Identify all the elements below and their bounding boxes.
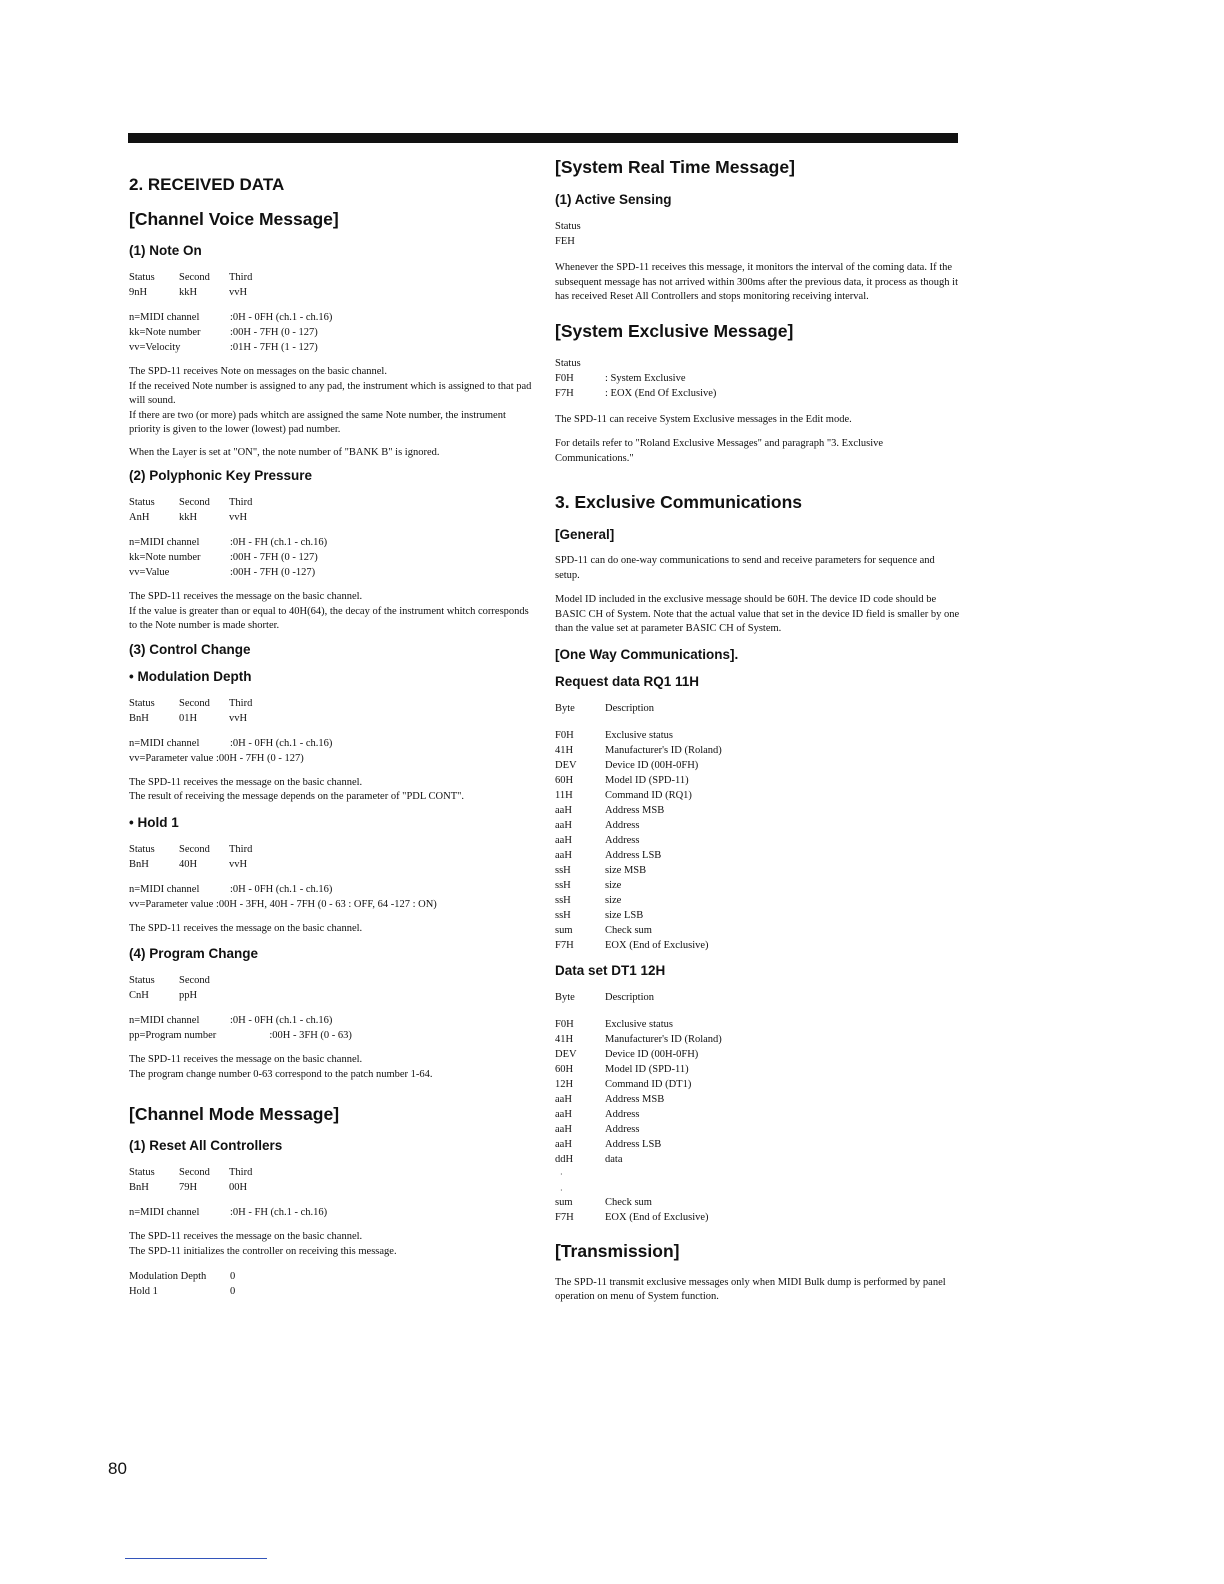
- note-on-title: (1) Note On: [129, 243, 202, 258]
- reset-p2: The SPD-11 initializes the controller on receiving this message.: [129, 1245, 397, 1257]
- general-p1: SPD-11 can do one-way communications to send and receive parameters for sequence and setup.: [555, 555, 935, 581]
- table-row: F7H EOX (End of Exclusive): [555, 939, 709, 951]
- table-row: aaH Address LSB: [555, 849, 662, 861]
- rq1-title: Request data RQ1 11H: [555, 673, 700, 689]
- general-title: [General]: [555, 527, 615, 542]
- reset-settings: Modulation Depth 0 Hold 1 0: [129, 1271, 236, 1297]
- table-row: ssH size: [555, 879, 622, 891]
- poly-p1: The SPD-11 receives the message on the basic channel.: [129, 591, 363, 602]
- left-column: [129, 150, 534, 1299]
- note-on-p3: If there are two (or more) pads whitch are assigned the same Note number, the instrument priority is given to the lower (lowest) pad number.: [129, 409, 506, 435]
- table-row: F7H EOX (End of Exclusive): [555, 1211, 709, 1223]
- sysex-status: Status F0H : System Exclusive F7H : EOX (End Of Exclusive): [555, 357, 717, 399]
- reset-p1: The SPD-11 receives the message on the basic channel.: [129, 1231, 363, 1242]
- dt1-table: Byte Description F0H Exclusive status 41H Manufacturer's ID (Roland) DEV Device ID (00H-0FH) 60H Model ID (SPD-11) 12H Command ID (DT1) aaH Address MSB aaH Address aaH Address aaH Address LSB ddH data · · sum Check sum F7H EOX (End of Exclusive): [555, 990, 960, 1225]
- table-row: aaH Address LSB: [555, 1138, 662, 1150]
- table-row: 41H Manufacturer's ID (Roland): [555, 1033, 722, 1045]
- pc-params: n=MIDI channel :0H - 0FH (ch.1 - ch.16) pp=Program number :00H - 3FH (0 - 63): [129, 1015, 352, 1041]
- pc-title: (4) Program Change: [129, 946, 259, 961]
- pc-p2: The program change number 0-63 correspond to the patch number 1-64.: [129, 1068, 433, 1080]
- pc-p1: The SPD-11 receives the message on the basic channel.: [129, 1054, 363, 1065]
- table-row: sum Check sum: [555, 924, 652, 936]
- top-rule: [128, 133, 958, 143]
- hold-table: Status Second Third BnH 40H vvH: [129, 843, 253, 870]
- note-on-p4: When the Layer is set at "ON", the note number of "BANK B" is ignored.: [129, 446, 440, 458]
- bottom-line: [125, 1558, 267, 1559]
- table-row: ddH data: [555, 1153, 623, 1165]
- active-sensing-status: Status FEH: [555, 221, 581, 247]
- one-way-title: [One Way Communications].: [555, 646, 739, 662]
- table-row: aaH Address MSB: [555, 1093, 665, 1105]
- table-row: 60H Model ID (SPD-11): [555, 1063, 689, 1075]
- table-row: 60H Model ID (SPD-11): [555, 774, 689, 786]
- table-row: 41H Manufacturer's ID (Roland): [555, 744, 722, 756]
- table-row: F0H Exclusive status: [555, 729, 673, 741]
- hold-p1: The SPD-11 receives the message on the basic channel.: [129, 922, 363, 934]
- table-row: DEV Device ID (00H-0FH): [555, 759, 699, 771]
- table-row: sum Check sum: [555, 1196, 652, 1208]
- general-p2: Model ID included in the exclusive message should be 60H. The device ID code should be BASIC CH of System. Note that the actual value that set in the device ID field is smaller by one than the value set at parameter BASIC CH of System.: [555, 594, 960, 634]
- table-row: 12H Command ID (DT1): [555, 1078, 692, 1090]
- cc-title: (3) Control Change: [129, 641, 251, 657]
- right-column: [555, 150, 960, 1305]
- note-on-table: Status Second Third 9nH kkH vvH: [129, 272, 253, 298]
- poly-params: n=MIDI channel :0H - FH (ch.1 - ch.16) kk=Note number :00H - 7FH (0 - 127) vv=Value :00H - 7FH (0 -127): [129, 537, 328, 578]
- transmission-p: The SPD-11 transmit exclusive messages only when MIDI Bulk dump is performed by panel operation on menu of System function.: [555, 1276, 946, 1302]
- table-row: DEV Device ID (00H-0FH): [555, 1048, 699, 1060]
- reset-params: n=MIDI channel :0H - FH (ch.1 - ch.16): [129, 1207, 328, 1218]
- table-row: aaH Address: [555, 819, 640, 831]
- table-row: aaH Address: [555, 834, 640, 846]
- system-exclusive-title: [System Exclusive Message]: [555, 320, 794, 341]
- poly-p2: If the value is greater than or equal to 40H(64), the decay of the instrument whitch corresponds to the Note number is made shorter.: [129, 605, 529, 631]
- section-title: 2. RECEIVED DATA: [129, 175, 285, 194]
- mod-p2: The result of receiving the message depends on the parameter of "PDL CONT".: [129, 791, 465, 802]
- table-row: ssH size MSB: [555, 864, 647, 876]
- hold-title: • Hold 1: [129, 814, 179, 830]
- dt1-title: Data set DT1 12H: [555, 962, 666, 978]
- active-sensing-title: (1) Active Sensing: [555, 192, 672, 207]
- sysex-p2: For details refer to "Roland Exclusive Messages" and paragraph "3. Exclusive Communications.": [555, 438, 884, 464]
- mod-params: n=MIDI channel :0H - 0FH (ch.1 - ch.16) vv=Parameter value :00H - 7FH (0 - 127): [129, 737, 333, 764]
- reset-table: Status Second Third BnH 79H 00H: [129, 1167, 253, 1193]
- channel-mode-title: [Channel Mode Message]: [129, 1104, 340, 1124]
- mod-depth-title: • Modulation Depth: [129, 668, 252, 684]
- pc-table: Status Second CnH ppH: [129, 975, 210, 1001]
- note-on-p2: If the received Note number is assigned to any pad, the instrument which is assigned to that pad will sound.: [129, 380, 532, 406]
- poly-table: Status Second Third AnH kkH vvH: [129, 497, 253, 523]
- mod-table: Status Second Third BnH 01H vvH: [129, 697, 253, 724]
- table-row: ssH size: [555, 894, 622, 906]
- active-sensing-p: Whenever the SPD-11 receives this message, it monitors the interval of the coming data. If the subsequent message has not arrived within 300ms after the previous data, it process as though it has received Reset All Controllers and stops monitoring receiving interval.: [555, 262, 958, 302]
- note-on-params: n=MIDI channel :0H - 0FH (ch.1 - ch.16) kk=Note number :00H - 7FH (0 - 127) vv=Velocity :01H - 7FH (1 - 127): [129, 312, 333, 353]
- exclusive-comm-title: 3. Exclusive Communications: [555, 492, 803, 512]
- note-on-p1: The SPD-11 receives Note on messages on the basic channel.: [129, 366, 387, 377]
- transmission-title: [Transmission]: [555, 1240, 680, 1261]
- table-row: 11H Command ID (RQ1): [555, 789, 692, 801]
- mod-p1: The SPD-11 receives the message on the basic channel.: [129, 776, 363, 788]
- channel-voice-title: [Channel Voice Message]: [129, 209, 339, 229]
- rq1-table: Byte Description F0H Exclusive status 41H Manufacturer's ID (Roland) DEV Device ID (00H-0FH) 60H Model ID (SPD-11) 11H Command ID (RQ1) aaH Address MSB aaH Address aaH Address aaH Address LSB ssH size MSB ssH size ssH size ssH size LSB sum Check sum F7H EOX (End of Exclusive): [555, 701, 960, 953]
- system-real-time-title: [System Real Time Message]: [555, 157, 795, 177]
- table-row: aaH Address MSB: [555, 804, 665, 816]
- table-row: F0H Exclusive status: [555, 1018, 673, 1030]
- page-number: 80: [108, 1459, 127, 1478]
- reset-title: (1) Reset All Controllers: [129, 1138, 283, 1153]
- hold-params: n=MIDI channel :0H - 0FH (ch.1 - ch.16) vv=Parameter value :00H - 3FH, 40H - 7FH (0 - 63 : OFF, 64 -127 : ON): [129, 883, 437, 910]
- table-row: aaH Address: [555, 1108, 640, 1120]
- sysex-p1: The SPD-11 can receive System Exclusive messages in the Edit mode.: [555, 413, 852, 425]
- table-row: aaH Address: [555, 1123, 640, 1135]
- poly-title: (2) Polyphonic Key Pressure: [129, 468, 313, 483]
- table-row: ssH size LSB: [555, 909, 644, 921]
